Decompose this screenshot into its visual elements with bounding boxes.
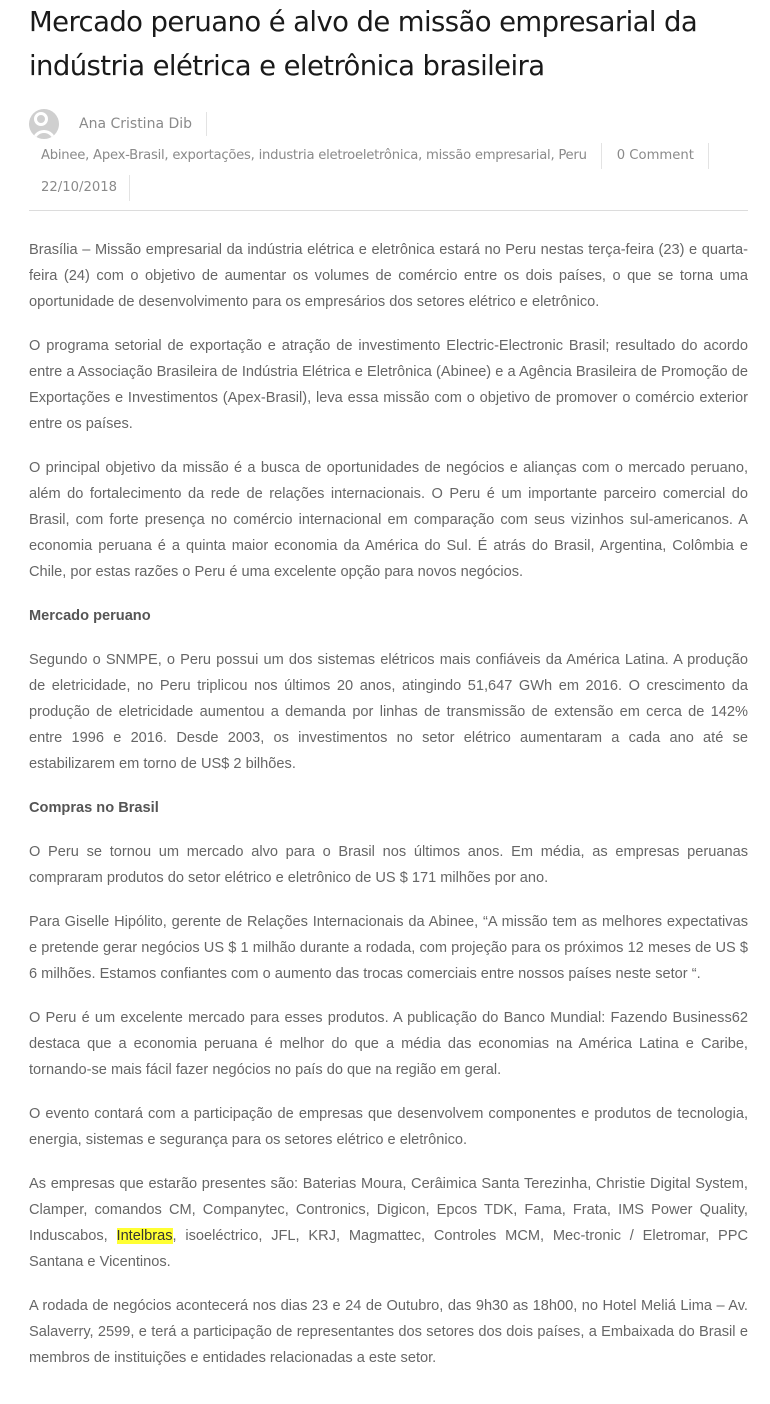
highlighted-text: Intelbras xyxy=(116,1228,173,1244)
tag-link[interactable]: Peru xyxy=(558,148,587,163)
tag-link[interactable]: Apex-Brasil xyxy=(93,148,165,163)
tag-link[interactable]: Abinee xyxy=(41,148,86,163)
article-body xyxy=(29,237,748,1389)
paragraph: O Peru se tornou um mercado alvo para o Brasil nos últimos anos. Em média, as empresas peruanas compraram produtos do setor elétrico e eletrônico de US $ 171 milhões por ano. xyxy=(29,844,748,886)
tag-link[interactable]: exportações xyxy=(172,148,251,163)
paragraph: A rodada de negócios acontecerá nos dias 23 e 24 de Outubro, das 9h30 as 18h00, no Hotel Meliá Lima – Av. Salaverry, 2599, e terá a participação de representantes dos setores dos dois países, a Embaixada do Brasil e membros de instituições e entidades relacionadas a este setor. xyxy=(29,1298,748,1366)
text-segment: , isoeléctrico, JFL, KRJ, Magmattec, Controles MCM, Mec-tronic / Eletromar, PPC Santana e Vicentinos. xyxy=(29,1228,748,1270)
text-segment: As empresas que estarão presentes são: Baterias Moura, Cerâimica Santa Terezinha, Christie Digital System, Clamper, comandos CM, Companytec, Contronics, Digicon, Epcos TDK, Fama, Frata, IMS Power Quality, Induscabos, xyxy=(29,1176,748,1244)
paragraph-companies xyxy=(29,1171,748,1275)
paragraph: Brasília – Missão empresarial da indústria elétrica e eletrônica estará no Peru nestas terça-feira (23) e quarta-feira (24) com o objetivo de aumentar os volumes de comércio entre os dois países, o que se torna uma oportunidade de desenvolvimento para os empresários dos setores elétrico e eletrônico. xyxy=(29,242,748,310)
divider xyxy=(29,210,748,211)
author-link[interactable]: Ana Cristina Dib xyxy=(79,112,207,136)
comments-link[interactable]: 0 Comment xyxy=(602,143,709,169)
tag-list: Abinee, Apex-Brasil, exportações, industria eletroeletrônica, missão empresarial, Peru xyxy=(41,143,602,169)
paragraph: Para Giselle Hipólito, gerente de Relações Internacionais da Abinee, “A missão tem as melhores expectativas e pretende gerar negócios US $ 1 milhão durante a rodada, com projeção para os próximos 12 meses de US $ 6 milhões. Estamos confiantes com o aumento das trocas comerciais entre nossos países neste setor “. xyxy=(29,914,748,982)
paragraph: O programa setorial de exportação e atração de investimento Electric-Electronic Brasil; resultado do acordo entre a Associação Brasileira de Indústria Elétrica e Eletrônica (Abinee) e a Agência Brasileira de Promoção de Exportações e Investimentos (Apex-Brasil), leva essa missão com o objetivo de promover o comércio exterior entre os países. xyxy=(29,338,748,432)
article xyxy=(29,0,748,1366)
paragraph: O Peru é um excelente mercado para esses produtos. A publicação do Banco Mundial: Fazendo Business62 destaca que a economia peruana é melhor do que a média das economias na América Latina e Caribe, tornando-se mais fácil fazer negócios no país do que na região em geral. xyxy=(29,1010,748,1078)
section-heading: Compras no Brasil xyxy=(29,800,159,816)
author-meta xyxy=(29,108,207,140)
tag-link[interactable]: industria eletroeletrônica xyxy=(258,148,419,163)
publish-date: 22/10/2018 xyxy=(41,175,130,201)
user-avatar-icon xyxy=(29,109,59,139)
section-heading: Mercado peruano xyxy=(29,608,151,624)
paragraph: O principal objetivo da missão é a busca de oportunidades de negócios e alianças com o mercado peruano, além do fortalecimento da rede de relações internacionais. O Peru é um importante parceiro comercial do Brasil, com forte presença no comércio internacional em comparação com seus vizinhos sul-americanos. A economia peruana é a quinta maior economia da América do Sul. É atrás do Brasil, Argentina, Colômbia e Chile, por estas razões o Peru é uma excelente opção para novos negócios. xyxy=(29,460,748,580)
paragraph: Segundo o SNMPE, o Peru possui um dos sistemas elétricos mais confiáveis da América Latina. A produção de eletricidade, no Peru triplicou nos últimos 20 anos, atingindo 51,647 GWh em 2016. O crescimento da produção de eletricidade aumentou a demanda por linhas de transmissão de extensão em cerca de 142% entre 1996 e 2016. Desde 2003, os investimentos no setor elétrico aumentaram a cada ano até se estabilizarem em torno de US$ 2 bilhões. xyxy=(29,652,748,772)
tag-link[interactable]: missão empresarial xyxy=(425,148,551,163)
tags-meta xyxy=(41,143,709,169)
date-meta xyxy=(41,175,130,201)
article-title: Mercado peruano é alvo de missão empresarial da indústria elétrica e eletrônica brasileira xyxy=(29,6,698,82)
paragraph: O evento contará com a participação de empresas que desenvolvem componentes e produtos de tecnologia, energia, sistemas e segurança para os setores elétrico e eletrônico. xyxy=(29,1106,748,1148)
